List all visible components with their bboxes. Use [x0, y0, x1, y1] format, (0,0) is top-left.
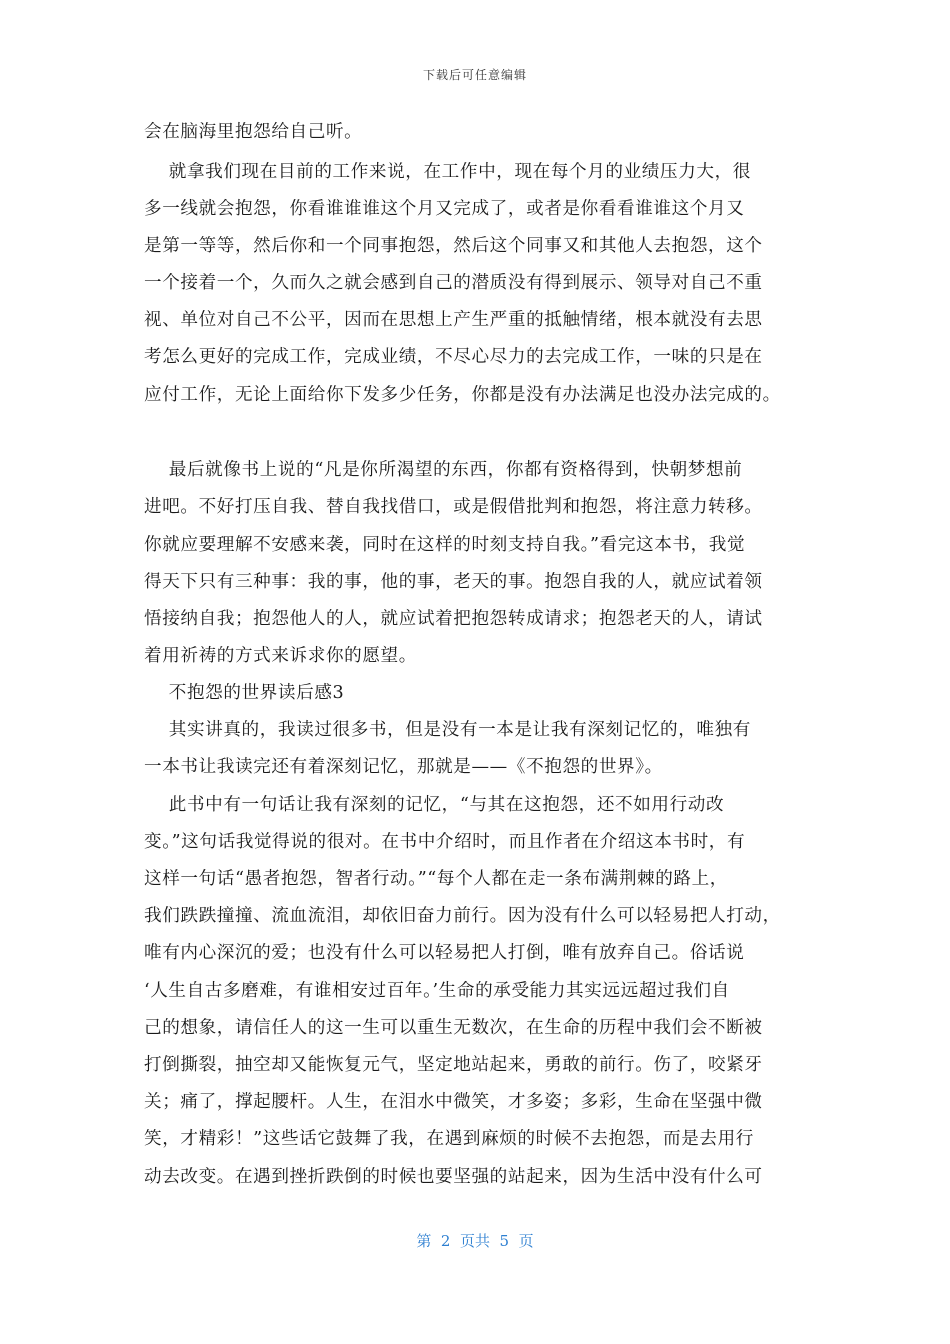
text-line: 笑，才精彩！”这些话它鼓舞了我，在遇到麻烦的时候不去抱怨，而是去用行: [144, 1129, 754, 1149]
text-line: 多一线就会抱怨，你看谁谁谁这个月又完成了，或者是你看看谁谁这个月又: [144, 199, 745, 219]
text-line: 打倒撕裂，抽空却又能恢复元气，坚定地站起来，勇敢的前行。伤了，咬紧牙: [144, 1055, 763, 1075]
text-line: 着用祈祷的方式来诉求你的愿望。: [144, 646, 417, 666]
text-line: 变。”这句话我觉得说的很对。在书中介绍时，而且作者在介绍这本书时，有: [144, 832, 746, 852]
text-line: 就拿我们现在目前的工作来说，在工作中，现在每个月的业绩压力大，很: [144, 162, 751, 182]
text-line: 这样一句话“愚者抱怨，智者行动。”“每个人都在走一条布满荆棘的路上，: [144, 869, 728, 889]
text-line: 你就应要理解不安感来袭，同时在这样的时刻支持自我。”看完这本书，我觉: [144, 535, 746, 555]
text-line: 此书中有一句话让我有深刻的记忆，“与其在这抱怨，还不如用行动改: [144, 795, 725, 815]
text-line: ‘人生自古多磨难，有谁相安过百年。’生命的承受能力其实远远超过我们自: [144, 981, 730, 1001]
text-line: 关；痛了，撑起腰杆。人生，在泪水中微笑，才多姿；多彩，生命在坚强中微: [144, 1092, 763, 1112]
text-line: 得天下只有三种事：我的事，他的事，老天的事。抱怨自我的人，就应试着领: [144, 572, 763, 592]
section-heading: 不抱怨的世界读后感3: [144, 683, 345, 703]
page-footer: 第 2 页共 5 页: [416, 1232, 534, 1250]
text-line: 一本书让我读完还有着深刻记忆，那就是——《不抱怨的世界》。: [144, 757, 663, 777]
text-line: 会在脑海里抱怨给自己听。: [144, 122, 363, 142]
text-line: 一个接着一个，久而久之就会感到自己的潜质没有得到展示、领导对自己不重: [144, 273, 763, 293]
text-line: 最后就像书上说的“凡是你所渴望的东西，你都有资格得到，快朝梦想前: [144, 460, 743, 480]
text-line: 我们跌跌撞撞、流血流泪，却依旧奋力前行。因为没有什么可以轻易把人打动，: [144, 906, 781, 926]
page-header: 下载后可任意编辑: [422, 68, 527, 82]
text-line: 动去改变。在遇到挫折跌倒的时候也要坚强的站起来，因为生活中没有什么可: [144, 1167, 763, 1187]
text-line: 其实讲真的，我读过很多书，但是没有一本是让我有深刻记忆的，唯独有: [144, 720, 751, 740]
text-line: 进吧。不好打压自我、替自我找借口，或是假借批判和抱怨，将注意力转移。: [144, 497, 763, 517]
text-line: 唯有内心深沉的爱；也没有什么可以轻易把人打倒，唯有放弃自己。俗话说: [144, 943, 745, 963]
text-line: 是第一等等，然后你和一个同事抱怨，然后这个同事又和其他人去抱怨，这个: [144, 236, 763, 256]
text-line: 己的想象，请信任人的这一生可以重生无数次，在生命的历程中我们会不断被: [144, 1018, 763, 1038]
text-line: 悟接纳自我；抱怨他人的人，就应试着把抱怨转成请求；抱怨老天的人，请试: [144, 609, 763, 629]
text-line: 视、单位对自己不公平，因而在思想上产生严重的抵触情绪，根本就没有去思: [144, 310, 763, 330]
text-line: 应付工作，无论上面给你下发多少任务，你都是没有办法满足也没办法完成的。: [144, 385, 781, 405]
text-line: 考怎么更好的完成工作，完成业绩，不尽心尽力的去完成工作，一味的只是在: [144, 347, 763, 367]
